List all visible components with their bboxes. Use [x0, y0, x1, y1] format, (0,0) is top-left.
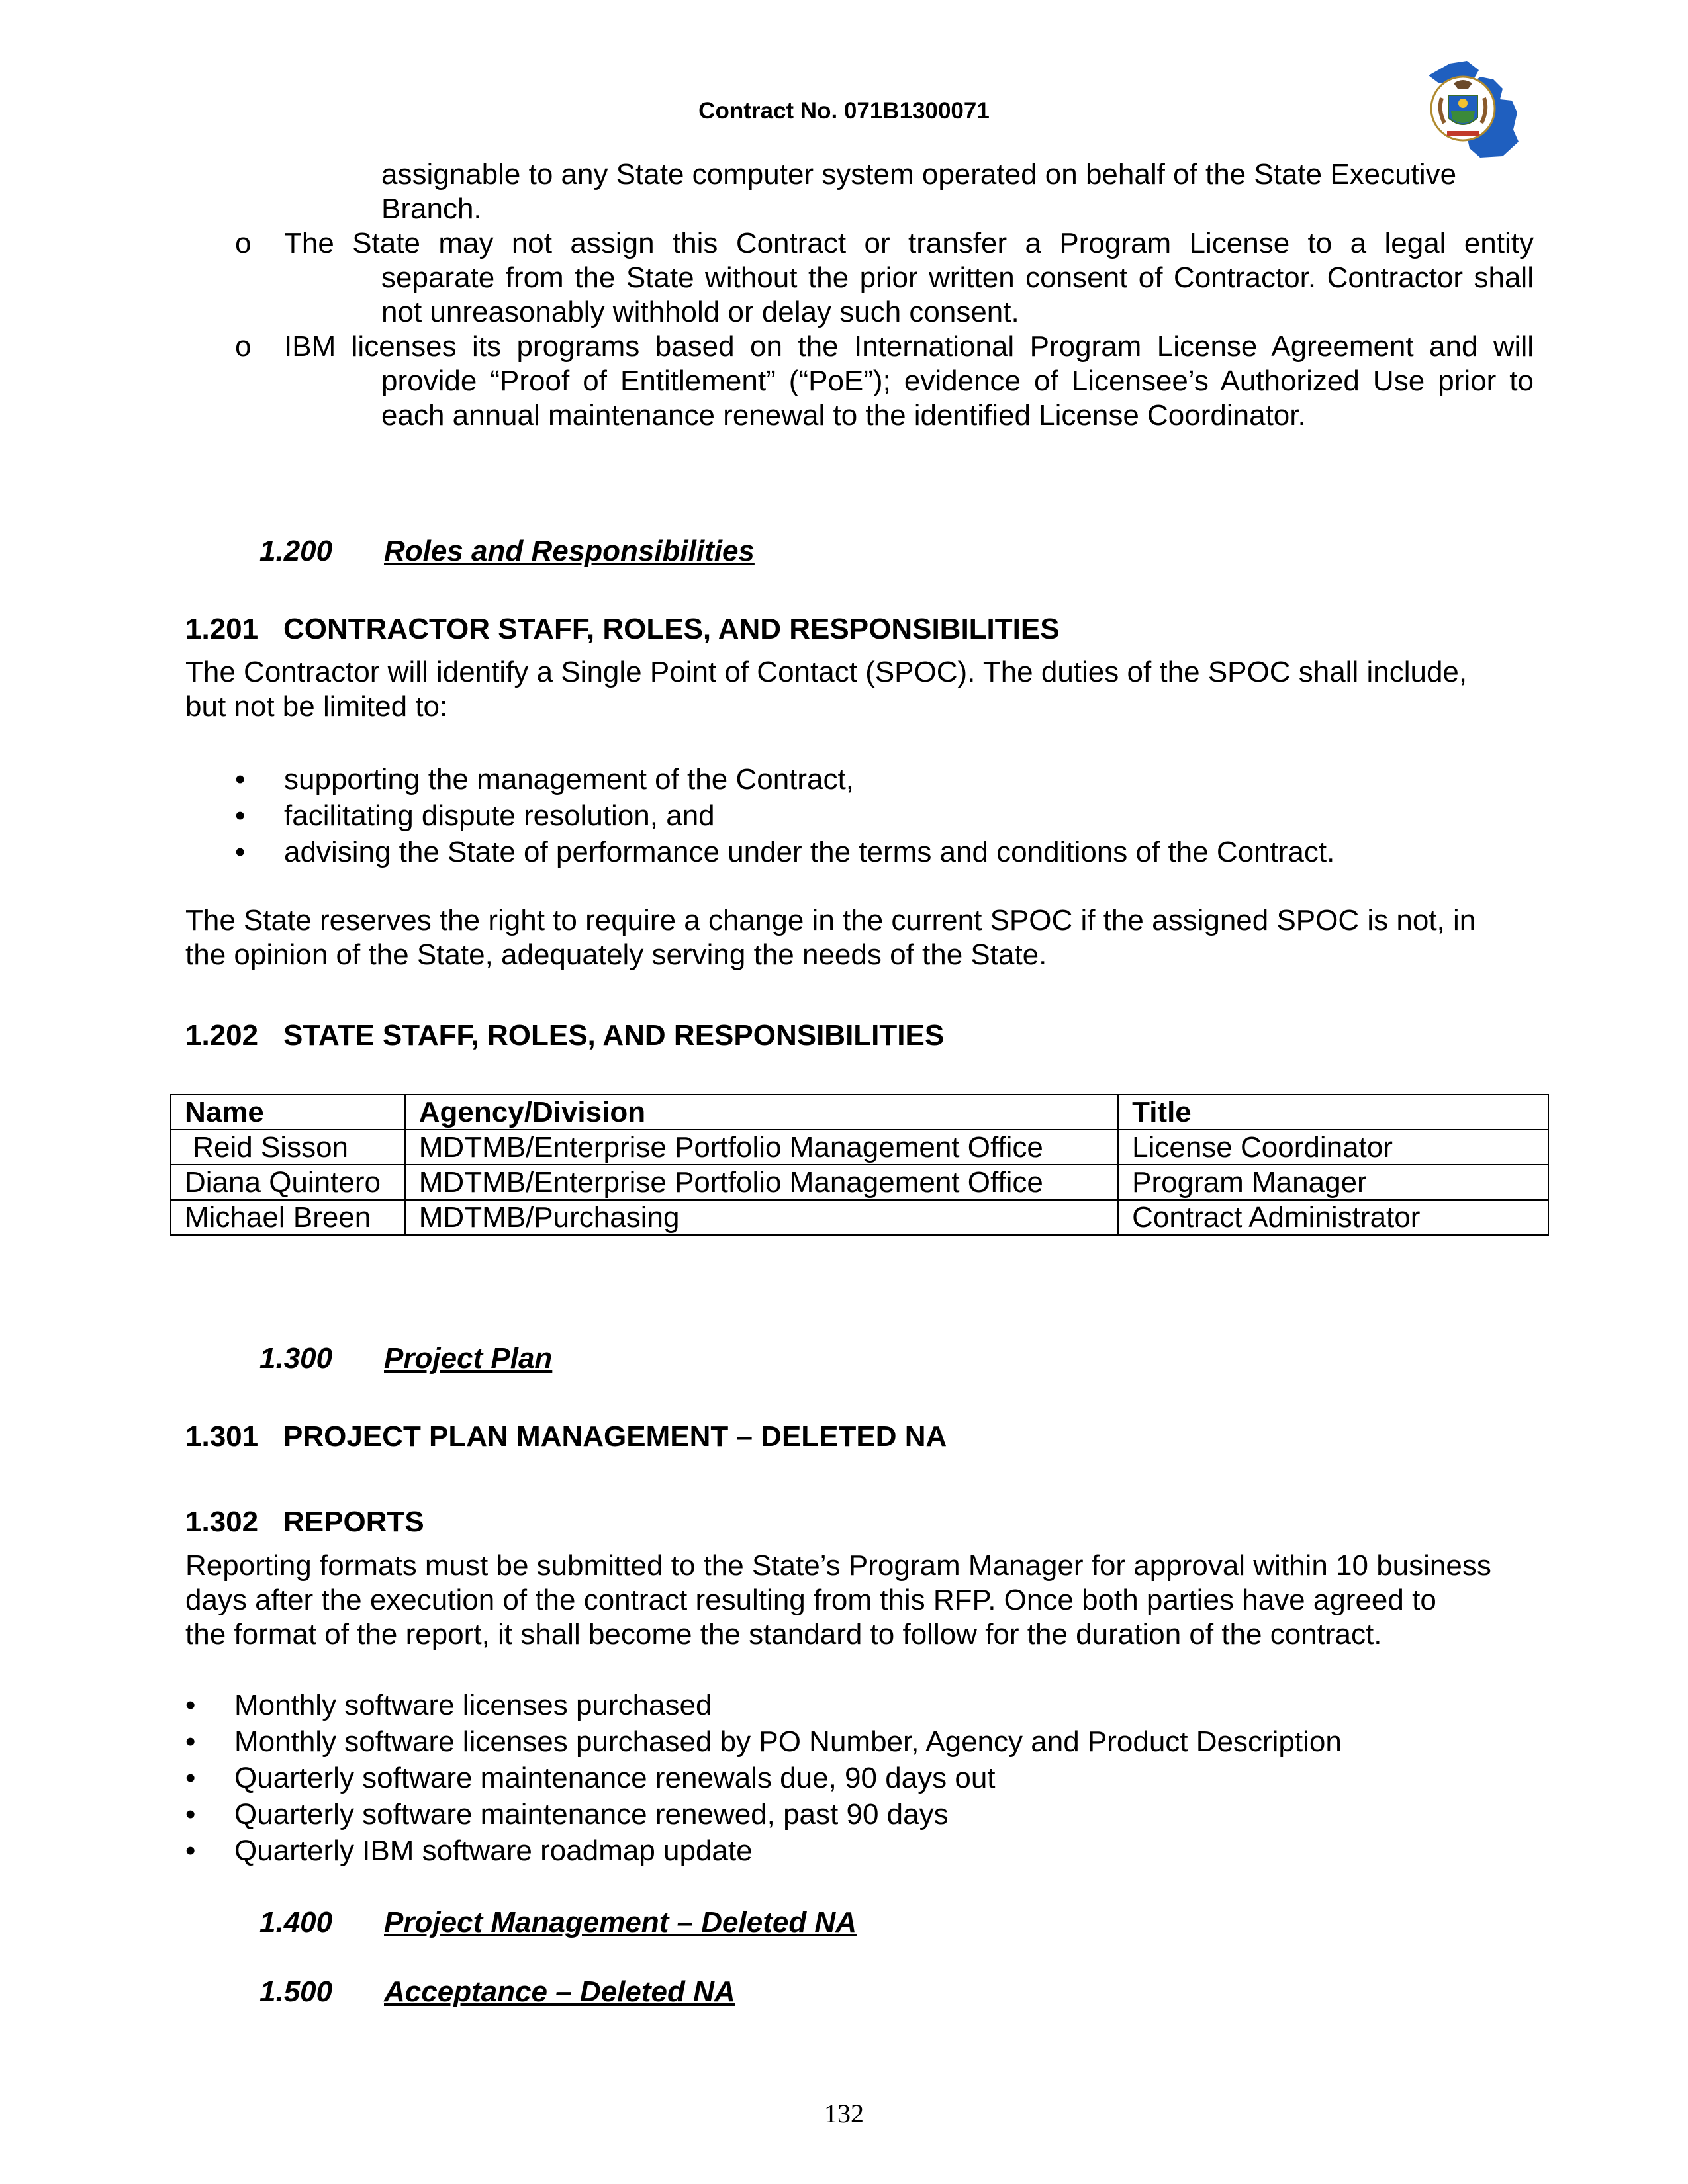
sub-item-first-line: The State may not assign this Contract or transfer a Program License to a legal entity: [284, 227, 1534, 259]
section-number: 1.200: [259, 535, 333, 567]
bullet-dot: •: [185, 1798, 196, 1831]
bullet-dot: •: [185, 1835, 196, 1867]
list-item: • Monthly software licenses purchased: [185, 1687, 1342, 1723]
reports-paragraph-line-1: Reporting formats must be submitted to the State’s Program Manager for approval within 10 business: [185, 1549, 1491, 1582]
list-item: • advising the State of performance under the terms and conditions of the Contract.: [235, 834, 1335, 870]
sub-item-first-line: IBM licenses its programs based on the International Program License Agreement and will: [284, 330, 1534, 363]
subsection-number: 1.301: [185, 1420, 259, 1453]
circle-bullet-marker: o: [235, 330, 252, 363]
list-item: • Quarterly software maintenance renewed, past 90 days: [185, 1796, 1342, 1833]
sub-item-continuation: provide “Proof of Entitlement” (“PoE”); evidence of Licensee’s Authorized Use prior to each annual maintenance renewal to the identified License Coordinator.: [381, 365, 1534, 432]
cell-title: Contract Administrator: [1118, 1200, 1548, 1235]
spoc-change-line-1: The State reserves the right to require a change in the current SPOC if the assigned SPOC is not, in: [185, 904, 1476, 936]
table-row: [171, 1130, 1548, 1165]
table-header-row: [171, 1095, 1548, 1130]
cell-name: Michael Breen: [171, 1200, 405, 1235]
list-item: • facilitating dispute resolution, and: [235, 797, 1335, 834]
cell-title: Program Manager: [1118, 1165, 1548, 1200]
section-number: 1.400: [259, 1906, 333, 1938]
sub-item-ibm-licenses: [235, 330, 1534, 433]
section-heading-1300: [259, 1342, 552, 1375]
section-title: Project Plan: [384, 1342, 553, 1375]
section-number: 1.300: [259, 1342, 333, 1375]
list-item: • Quarterly IBM software roadmap update: [185, 1833, 1342, 1869]
page-number: 132: [824, 2099, 864, 2128]
table-row: [171, 1200, 1548, 1235]
list-item: • Monthly software licenses purchased by PO Number, Agency and Product Description: [185, 1723, 1342, 1760]
continuation-line-2: Branch.: [381, 193, 482, 225]
sub-item-continuation: separate from the State without the prior written consent of Contractor. Contractor shall not unreasonably withhold or delay such consent.: [381, 261, 1534, 328]
bullet-dot: •: [235, 763, 246, 796]
bullet-dot: •: [235, 799, 246, 832]
subsection-heading-1301: [185, 1420, 947, 1453]
reports-paragraph-line-2: days after the execution of the contract resulting from this RFP. Once both parties have agreed to: [185, 1584, 1436, 1616]
contract-number-header: Contract No. 071B1300071: [698, 98, 990, 124]
subsection-heading-1201: [185, 613, 1060, 646]
subsection-title: CONTRACTOR STAFF, ROLES, AND RESPONSIBILITIES: [283, 613, 1060, 645]
section-title: Acceptance – Deleted NA: [384, 1976, 735, 2008]
list-item: • supporting the management of the Contract,: [235, 761, 1335, 797]
subsection-number: 1.201: [185, 613, 259, 645]
section-title: Project Management – Deleted NA: [384, 1906, 857, 1938]
bullet-dot: •: [235, 836, 246, 868]
subsection-title: REPORTS: [283, 1506, 424, 1538]
section-heading-1400: [259, 1906, 857, 1939]
section-title: Roles and Responsibilities: [384, 535, 755, 567]
bullet-dot: •: [185, 1689, 196, 1721]
continuation-line-1: assignable to any State computer system operated on behalf of the State Executive: [381, 158, 1457, 191]
state-staff-table: [170, 1094, 1549, 1236]
cell-agency: MDTMB/Enterprise Portfolio Management Office: [405, 1130, 1118, 1165]
subsection-number: 1.302: [185, 1506, 259, 1538]
circle-bullet-marker: o: [235, 227, 252, 259]
list-item: • Quarterly software maintenance renewals due, 90 days out: [185, 1760, 1342, 1796]
subsection-title: PROJECT PLAN MANAGEMENT – DELETED NA: [283, 1420, 947, 1453]
spoc-intro-line-1: The Contractor will identify a Single Point of Contact (SPOC). The duties of the SPOC shall include,: [185, 656, 1468, 688]
cell-title: License Coordinator: [1118, 1130, 1548, 1165]
table-row: [171, 1165, 1548, 1200]
bullet-dot: •: [185, 1762, 196, 1794]
cell-agency: MDTMB/Purchasing: [405, 1200, 1118, 1235]
bullet-dot: •: [185, 1725, 196, 1758]
cell-name: Reid Sisson: [171, 1130, 405, 1165]
cell-agency: MDTMB/Enterprise Portfolio Management Office: [405, 1165, 1118, 1200]
section-heading-1200: [259, 535, 755, 568]
subsection-heading-1202: [185, 1019, 944, 1052]
michigan-state-seal-icon: [1415, 57, 1521, 161]
section-number: 1.500: [259, 1976, 333, 2008]
column-header-title: Title: [1118, 1095, 1548, 1130]
reports-paragraph-line-3: the format of the report, it shall become the standard to follow for the duration of the contract.: [185, 1618, 1382, 1651]
spoc-duties-list: [235, 761, 1335, 870]
subsection-heading-1302: [185, 1506, 424, 1539]
spoc-change-line-2: the opinion of the State, adequately serving the needs of the State.: [185, 938, 1047, 971]
reports-list: [185, 1687, 1342, 1869]
section-heading-1500: [259, 1976, 735, 2009]
column-header-agency: Agency/Division: [405, 1095, 1118, 1130]
cell-name: Diana Quintero: [171, 1165, 405, 1200]
subsection-title: STATE STAFF, ROLES, AND RESPONSIBILITIES: [283, 1019, 945, 1052]
sub-item-assignment: [235, 226, 1534, 330]
column-header-name: Name: [171, 1095, 405, 1130]
spoc-intro-line-2: but not be limited to:: [185, 690, 448, 723]
subsection-number: 1.202: [185, 1019, 259, 1052]
